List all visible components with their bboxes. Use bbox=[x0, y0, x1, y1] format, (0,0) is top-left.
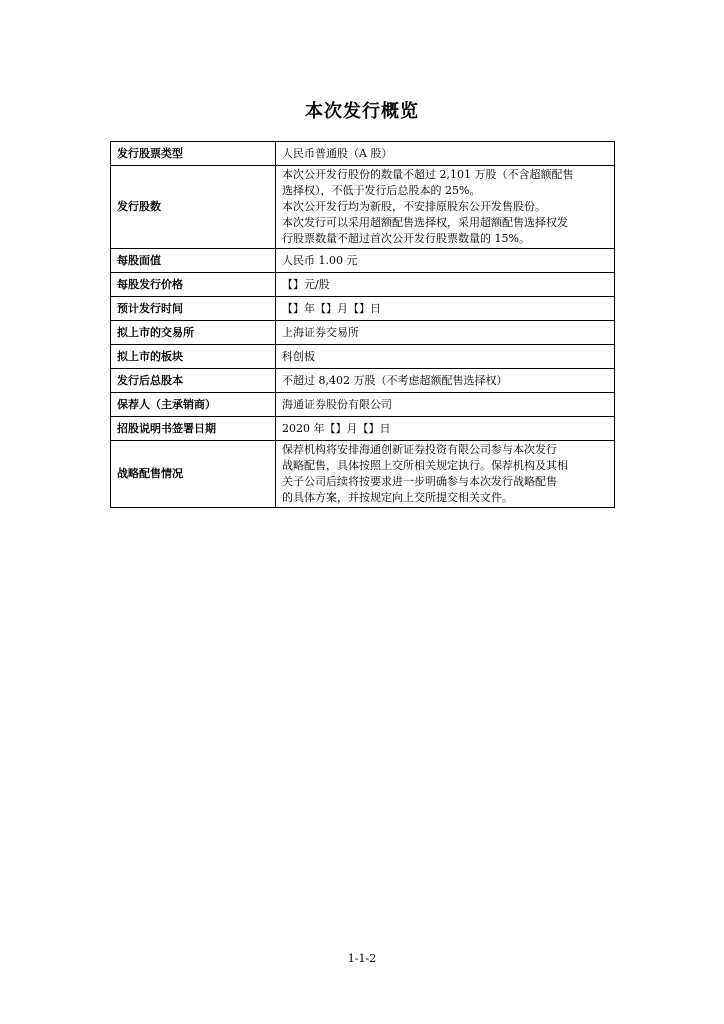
table-row bbox=[111, 321, 615, 345]
offering-overview-table bbox=[110, 141, 615, 508]
row-label: 拟上市的板块 bbox=[111, 345, 276, 369]
row-value bbox=[276, 417, 615, 441]
row-label: 预计发行时间 bbox=[111, 297, 276, 321]
row-label: 拟上市的交易所 bbox=[111, 321, 276, 345]
row-value bbox=[276, 321, 615, 345]
table-row bbox=[111, 393, 615, 417]
page-title: 本次发行概览 bbox=[305, 101, 419, 122]
value-line: 不超过 8,402 万股（不考虑超额配售选择权） bbox=[282, 373, 508, 387]
value-line: 上海证券交易所 bbox=[282, 325, 359, 339]
row-label: 发行股数 bbox=[111, 166, 276, 249]
row-value bbox=[276, 249, 615, 273]
table-row bbox=[111, 297, 615, 321]
row-value bbox=[276, 393, 615, 417]
value-line: 本次公开发行均为新股，不安排原股东公开发售股份。 bbox=[282, 200, 546, 213]
table-row bbox=[111, 369, 615, 393]
value-line: 2020 年【】月【】日 bbox=[282, 421, 391, 435]
page-number: 1-1-2 bbox=[347, 952, 377, 965]
value-line: 【】元/股 bbox=[282, 277, 330, 291]
row-value bbox=[276, 273, 615, 297]
row-value bbox=[276, 441, 615, 508]
value-line: 选择权），不低于发行后总股本的 25%。 bbox=[282, 184, 481, 197]
row-label: 招股说明书签署日期 bbox=[111, 417, 276, 441]
table-row bbox=[111, 166, 615, 249]
value-line: 人民币普通股（A 股） bbox=[282, 146, 393, 160]
row-value bbox=[276, 345, 615, 369]
row-value bbox=[276, 142, 615, 166]
value-line: 的具体方案，并按规定向上交所提交相关文件。 bbox=[282, 491, 513, 504]
table-row bbox=[111, 417, 615, 441]
row-label: 发行股票类型 bbox=[111, 142, 276, 166]
row-label: 战略配售情况 bbox=[111, 441, 276, 508]
row-label: 保荐人（主承销商） bbox=[111, 393, 276, 417]
table-row bbox=[111, 142, 615, 166]
value-line: 关子公司后续将按要求进一步明确参与本次发行战略配售 bbox=[282, 475, 557, 488]
row-value bbox=[276, 166, 615, 249]
value-line: 科创板 bbox=[282, 349, 315, 363]
row-label: 每股面值 bbox=[111, 249, 276, 273]
value-line: 行股票数量不超过首次公开发行股票数量的 15%。 bbox=[282, 232, 530, 245]
value-line: 海通证券股份有限公司 bbox=[282, 397, 392, 411]
table-row bbox=[111, 273, 615, 297]
row-label: 发行后总股本 bbox=[111, 369, 276, 393]
row-value bbox=[276, 369, 615, 393]
value-line: 本次公开发行股份的数量不超过 2,101 万股（不含超额配售 bbox=[282, 168, 574, 181]
table-row bbox=[111, 249, 615, 273]
row-label: 每股发行价格 bbox=[111, 273, 276, 297]
table-row bbox=[111, 345, 615, 369]
value-line: 人民币 1.00 元 bbox=[282, 253, 358, 267]
value-line: 本次发行可以采用超额配售选择权，采用超额配售选择权发 bbox=[282, 216, 568, 229]
value-line: 战略配售，具体按照上交所相关规定执行。保荐机构及其相 bbox=[282, 459, 568, 472]
value-line: 【】年【】月【】日 bbox=[282, 301, 381, 315]
row-value bbox=[276, 297, 615, 321]
value-line: 保荐机构将安排海通创新证券投资有限公司参与本次发行 bbox=[282, 443, 557, 456]
table-row bbox=[111, 441, 615, 508]
